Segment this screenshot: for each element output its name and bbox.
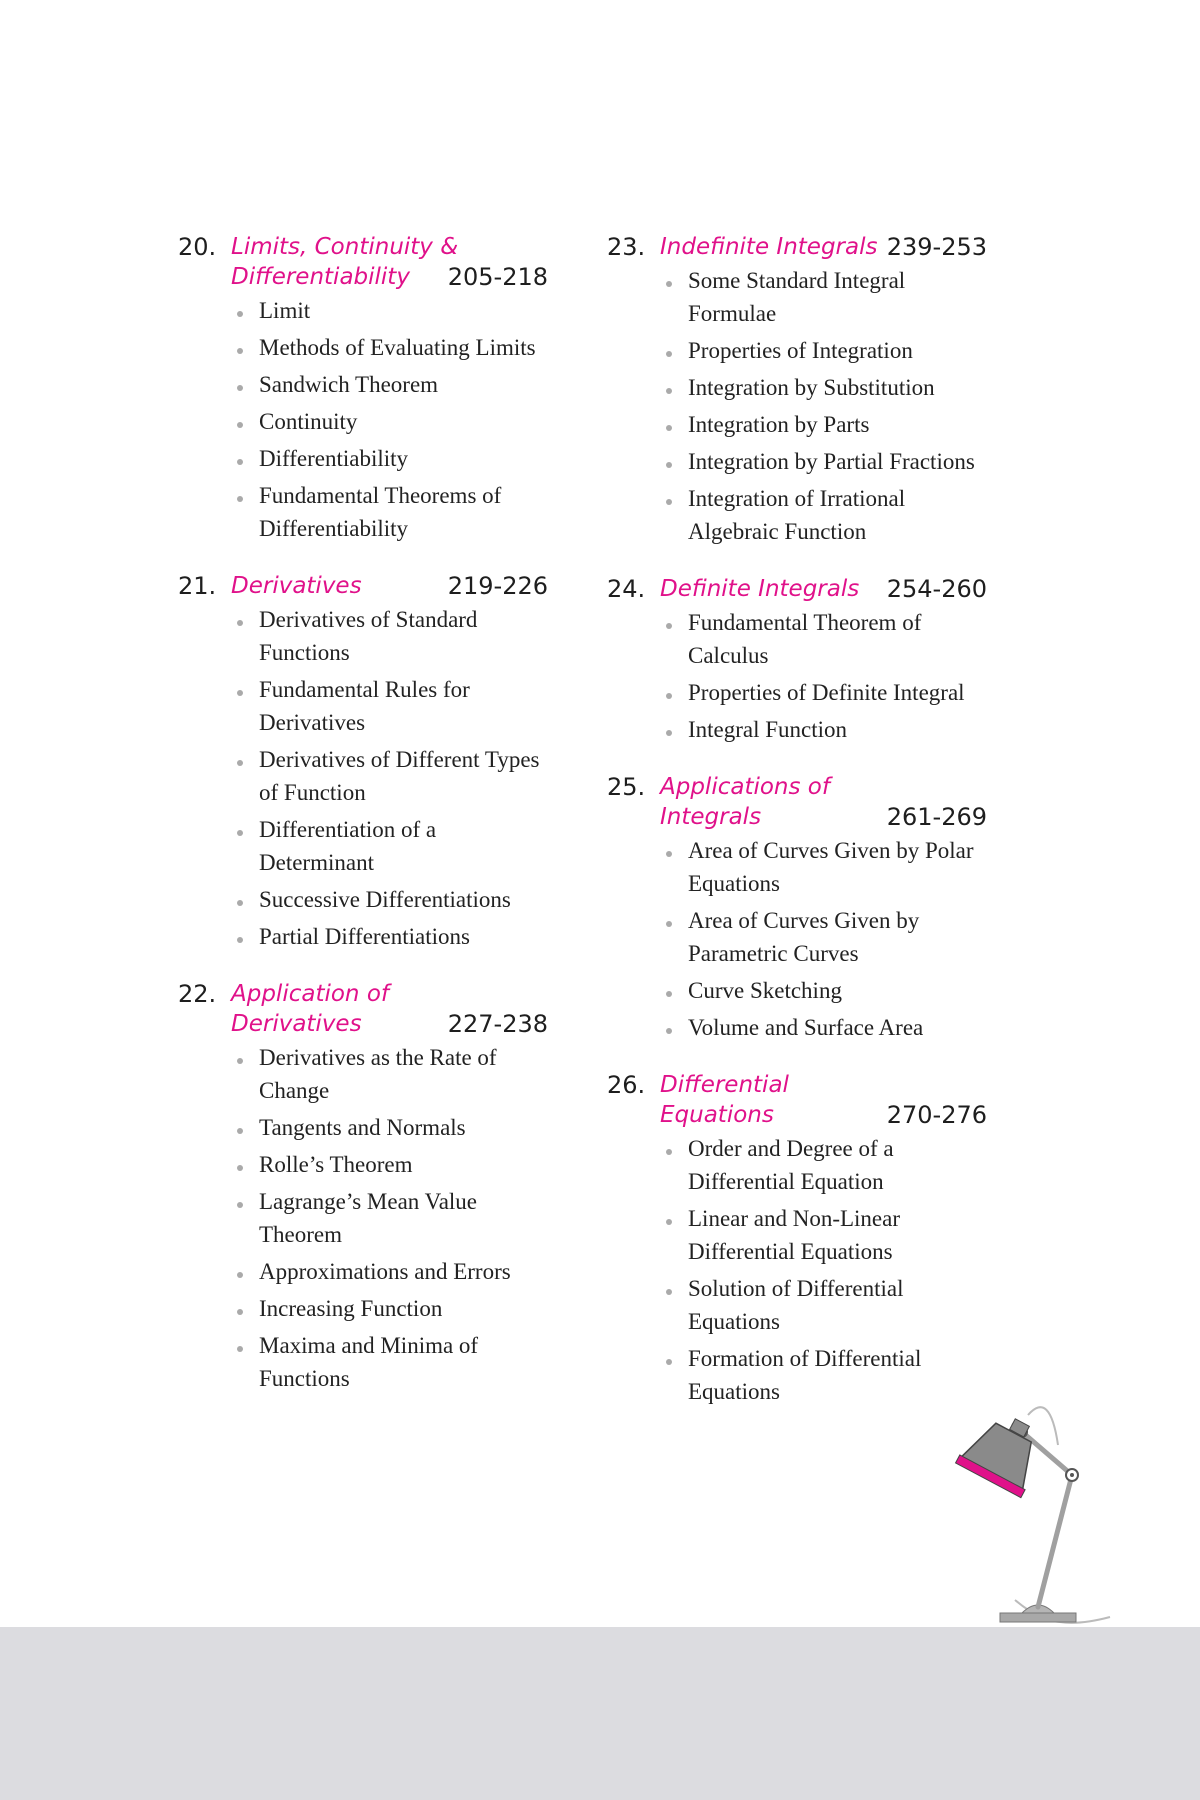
topic-item: Differentiation of a Determinant — [231, 813, 548, 879]
chapter-page-range: 261-269 — [886, 803, 987, 831]
chapter-page-range: 219-226 — [447, 572, 548, 600]
topic-item: Increasing Function — [231, 1292, 548, 1325]
chapter-title: Definite Integrals — [660, 576, 860, 602]
topic-item: Derivatives of Different Types of Function — [231, 743, 548, 809]
desk-lamp-icon — [930, 1385, 1130, 1630]
chapter-title: Limits, Continuity & Differentiability — [231, 234, 459, 290]
topic-list — [178, 294, 548, 545]
topic-list — [607, 834, 987, 1044]
topic-item: Integration by Parts — [660, 408, 987, 441]
chapter-heading — [607, 574, 987, 604]
toc-column-left — [178, 232, 548, 1421]
chapter-26[interactable] — [607, 1070, 987, 1408]
chapter-heading — [607, 1070, 987, 1130]
topic-item: Properties of Definite Integral — [660, 676, 987, 709]
chapter-23[interactable] — [607, 232, 987, 548]
chapter-page-range: 270-276 — [886, 1101, 987, 1129]
chapter-number: 24. — [607, 575, 646, 603]
topic-item: Integration by Substitution — [660, 371, 987, 404]
topic-item: Solution of Differential Equations — [660, 1272, 987, 1338]
chapter-20[interactable] — [178, 232, 548, 545]
chapter-title: Application of Derivatives — [231, 981, 389, 1037]
chapter-title: Applications of Integrals — [660, 774, 830, 830]
chapter-24[interactable] — [607, 574, 987, 746]
topic-item: Order and Degree of a Differential Equation — [660, 1132, 987, 1198]
chapter-page-range: 227-238 — [447, 1010, 548, 1038]
topic-item: Rolle’s Theorem — [231, 1148, 548, 1181]
chapter-heading — [607, 232, 987, 262]
topic-item: Approximations and Errors — [231, 1255, 548, 1288]
topic-item: Differentiability — [231, 442, 548, 475]
topic-item: Fundamental Rules for Derivatives — [231, 673, 548, 739]
topic-item: Lagrange’s Mean Value Theorem — [231, 1185, 548, 1251]
topic-item: Methods of Evaluating Limits — [231, 331, 548, 364]
toc-column-right — [607, 232, 987, 1434]
topic-item: Tangents and Normals — [231, 1111, 548, 1144]
topic-item: Fundamental Theorem of Calculus — [660, 606, 987, 672]
topic-item: Limit — [231, 294, 548, 327]
chapter-number: 23. — [607, 233, 646, 261]
topic-item: Sandwich Theorem — [231, 368, 548, 401]
chapter-21[interactable] — [178, 571, 548, 953]
chapter-page-range: 205-218 — [447, 263, 548, 291]
topic-list — [607, 606, 987, 746]
topic-list — [178, 603, 548, 953]
chapter-number: 22. — [178, 980, 217, 1008]
topic-item: Derivatives of Standard Functions — [231, 603, 548, 669]
topic-item: Integral Function — [660, 713, 987, 746]
chapter-22[interactable] — [178, 979, 548, 1395]
topic-item: Fundamental Theorems of Differentiability — [231, 479, 548, 545]
chapter-number: 26. — [607, 1071, 646, 1099]
topic-item: Volume and Surface Area — [660, 1011, 987, 1044]
topic-item: Area of Curves Given by Parametric Curves — [660, 904, 987, 970]
chapter-heading — [178, 571, 548, 601]
topic-item: Continuity — [231, 405, 548, 438]
chapter-title: Derivatives — [231, 573, 362, 599]
topic-item: Linear and Non-Linear Differential Equations — [660, 1202, 987, 1268]
chapter-heading — [607, 772, 987, 832]
topic-item: Integration by Partial Fractions — [660, 445, 987, 478]
topic-item: Integration of Irrational Algebraic Function — [660, 482, 987, 548]
topic-list — [607, 264, 987, 548]
topic-item: Some Standard Integral Formulae — [660, 264, 987, 330]
topic-list — [178, 1041, 548, 1395]
chapter-page-range: 239-253 — [886, 233, 987, 261]
topic-item: Curve Sketching — [660, 974, 987, 1007]
topic-list — [607, 1132, 987, 1408]
chapter-page-range: 254-260 — [886, 575, 987, 603]
topic-item: Partial Differentiations — [231, 920, 548, 953]
topic-item: Formation of Differential Equations — [660, 1342, 987, 1408]
topic-item: Derivatives as the Rate of Change — [231, 1041, 548, 1107]
topic-item: Properties of Integration — [660, 334, 987, 367]
topic-item: Successive Differentiations — [231, 883, 548, 916]
chapter-heading — [178, 979, 548, 1039]
chapter-heading — [178, 232, 548, 292]
topic-item: Maxima and Minima of Functions — [231, 1329, 548, 1395]
chapter-number: 20. — [178, 233, 217, 261]
page-floor-band — [0, 1627, 1200, 1800]
chapter-number: 21. — [178, 572, 217, 600]
chapter-title: Indefinite Integrals — [660, 234, 878, 260]
chapter-number: 25. — [607, 773, 646, 801]
topic-item: Area of Curves Given by Polar Equations — [660, 834, 987, 900]
chapter-title: Differential Equations — [660, 1072, 789, 1128]
chapter-25[interactable] — [607, 772, 987, 1044]
